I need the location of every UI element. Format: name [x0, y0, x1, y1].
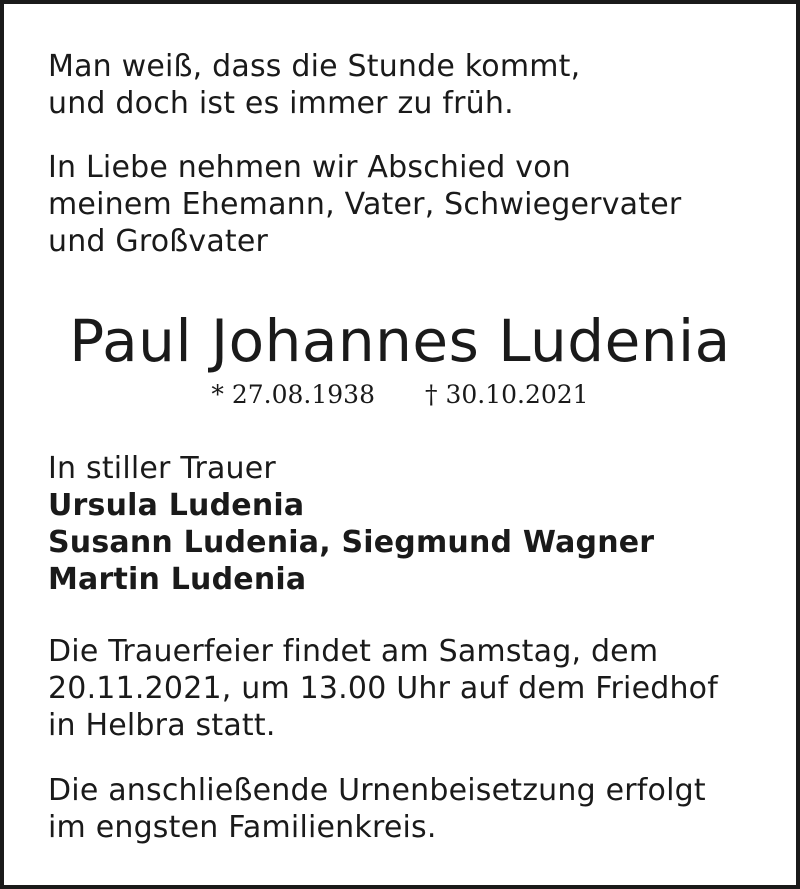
life-dates: [4, 378, 796, 412]
mourners-block: [48, 450, 654, 598]
mourner-name: Ursula Ludenia: [48, 488, 305, 523]
mourners-heading: In stiller Trauer: [48, 451, 276, 486]
burial-line: im engsten Familienkreis.: [48, 810, 437, 845]
mourner-name: Martin Ludenia: [48, 562, 307, 597]
birth-date: * 27.08.1938: [211, 380, 375, 409]
ceremony-line: 20.11.2021, um 13.00 Uhr auf dem Friedhof: [48, 671, 719, 706]
ceremony-info: [48, 633, 718, 744]
intro-line: meinem Ehemann, Vater, Schwiegervater: [48, 187, 682, 222]
mourner-name: Susann Ludenia, Siegmund Wagner: [48, 525, 655, 560]
ceremony-line: in Helbra statt.: [48, 708, 276, 743]
intro-line: In Liebe nehmen wir Abschied von: [48, 150, 571, 185]
burial-info: [48, 772, 706, 846]
death-date: † 30.10.2021: [425, 380, 589, 409]
ceremony-line: Die Trauerfeier findet am Samstag, dem: [48, 634, 659, 669]
intro-line: und Großvater: [48, 224, 269, 259]
burial-line: Die anschließende Urnenbeisetzung erfolgt: [48, 773, 706, 808]
motto-quote: [48, 48, 580, 122]
deceased-name: Paul Johannes Ludenia: [69, 307, 731, 375]
motto-line: und doch ist es immer zu früh.: [48, 86, 514, 121]
farewell-intro: [48, 149, 681, 260]
motto-line: Man weiß, dass die Stunde kommt,: [48, 49, 581, 84]
